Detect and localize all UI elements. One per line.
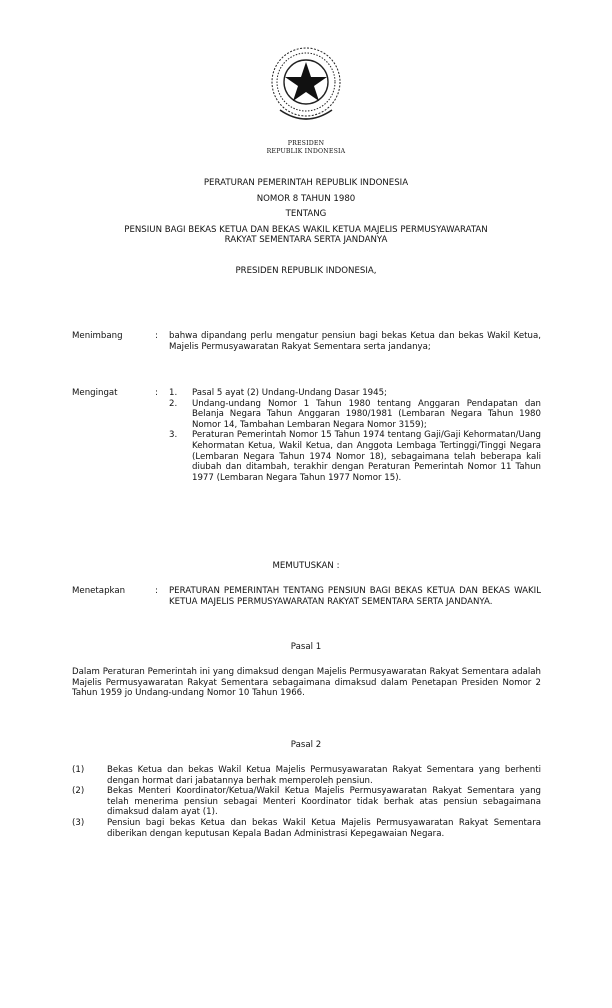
menimbang-text: bahwa dipandang perlu mengatur pensiun bagi bekas Ketua dan bekas Wakil Ketua, Majelis Permusyawaratan Rakyat Sementara serta jandanya; xyxy=(169,331,541,352)
title-line2: NOMOR 8 TAHUN 1980 xyxy=(256,193,356,204)
menimbang-label: Menimbang xyxy=(72,331,123,341)
list-item xyxy=(169,399,541,431)
mengingat-list xyxy=(169,388,541,483)
memutuskan-heading: MEMUTUSKAN : xyxy=(272,561,340,571)
list-item xyxy=(72,786,541,818)
item-number: (3) xyxy=(72,817,85,828)
mengingat-label: Mengingat xyxy=(72,388,118,398)
menetapkan-colon: : xyxy=(155,586,158,596)
pasal2-list xyxy=(72,765,541,839)
item-text: Undang-undang Nomor 1 Tahun 1980 tentang Anggaran Pendapatan dan Belanja Negara Tahun Anggaran 1980/1981 (Lembaran Negara Tahun 1980 Nomor 14, Tambahan Lembaran Negara Nomor 3159); xyxy=(192,398,541,430)
list-item xyxy=(72,765,541,786)
item-text: Peraturan Pemerintah Nomor 15 Tahun 1974 tentang Gaji/Gaji Kehormatan/Uang Kehormatan Ketua, Wakil Ketua, dan Anggota Lembaga Tertinggi/Tinggi Negara (Lembaran Negara Tahun 1974 Nomor 18), sebagaimana telah beberapa kali diubah dan ditambah, terakhir dengan Peraturan Pemerintah Nomor 11 Tahun 1977 (Lembaran Negara Tahun 1977 Nomor 15). xyxy=(192,430,541,483)
mengingat-colon: : xyxy=(155,388,158,398)
title-line5: RAKYAT SEMENTARA SERTA JANDANYA xyxy=(224,235,388,246)
letterhead xyxy=(60,140,552,156)
menimbang-colon: : xyxy=(155,331,158,341)
item-text: Pasal 5 ayat (2) Undang-Undang Dasar 1945; xyxy=(192,388,387,398)
letterhead-line1: PRESIDEN xyxy=(287,140,325,147)
list-item xyxy=(169,388,541,399)
item-text: Pensiun bagi bekas Ketua dan bekas Wakil Ketua Majelis Permusyawaratan Rakyat Sementara diberikan dengan keputusan Kepala Badan Administrasi Kepegawaian Negara. xyxy=(107,817,541,839)
item-number: 2. xyxy=(169,398,178,409)
pasal1-text: Dalam Peraturan Pemerintah ini yang dimaksud dengan Majelis Permusyawaratan Rakyat Sementara adalah Majelis Permusyawaratan Rakyat Sementara sebagaimana dimaksud dalam Penetapan Presiden Nomor 2 Tahun 1959 jo Undang-undang Nomor 10 Tahun 1966. xyxy=(72,667,541,699)
title-line4: PENSIUN BAGI BEKAS KETUA DAN BEKAS WAKIL KETUA MAJELIS PERMUSYAWARATAN xyxy=(124,224,488,235)
item-text: Bekas Ketua dan bekas Wakil Ketua Majelis Permusyawaratan Rakyat Sementara yang berhenti dengan hormat dari jabatannya berhak memperoleh pensiun. xyxy=(107,765,541,786)
item-number: 3. xyxy=(169,430,178,441)
item-number: (1) xyxy=(72,765,85,775)
document-title xyxy=(60,178,552,246)
garuda-emblem-icon xyxy=(266,44,346,128)
item-text: Bekas Menteri Koordinator/Ketua/Wakil Ketua Majelis Permusyawaratan Rakyat Sementara yang telah menerima pensiun sebagai Menteri Koordinator tidak berhak atas pensiun sebagaimana dimaksud dalam ayat (1). xyxy=(107,786,541,818)
pasal1-heading: Pasal 1 xyxy=(290,642,322,652)
letterhead-line2: REPUBLIK INDONESIA xyxy=(266,148,346,155)
list-item xyxy=(169,430,541,483)
item-number: 1. xyxy=(169,388,178,398)
title-line3: TENTANG xyxy=(285,209,327,220)
menetapkan-text: PERATURAN PEMERINTAH TENTANG PENSIUN BAGI BEKAS KETUA DAN BEKAS WAKIL KETUA MAJELIS PERMUSYAWARATAN RAKYAT SEMENTARA SERTA JANDANYA. xyxy=(169,586,541,607)
pasal2-heading: Pasal 2 xyxy=(290,740,322,750)
title-line1: PERATURAN PEMERINTAH REPUBLIK INDONESIA xyxy=(203,178,409,188)
menetapkan-label: Menetapkan xyxy=(72,586,126,596)
item-number: (2) xyxy=(72,786,85,797)
president-heading: PRESIDEN REPUBLIK INDONESIA, xyxy=(235,266,377,276)
list-item xyxy=(72,818,541,839)
